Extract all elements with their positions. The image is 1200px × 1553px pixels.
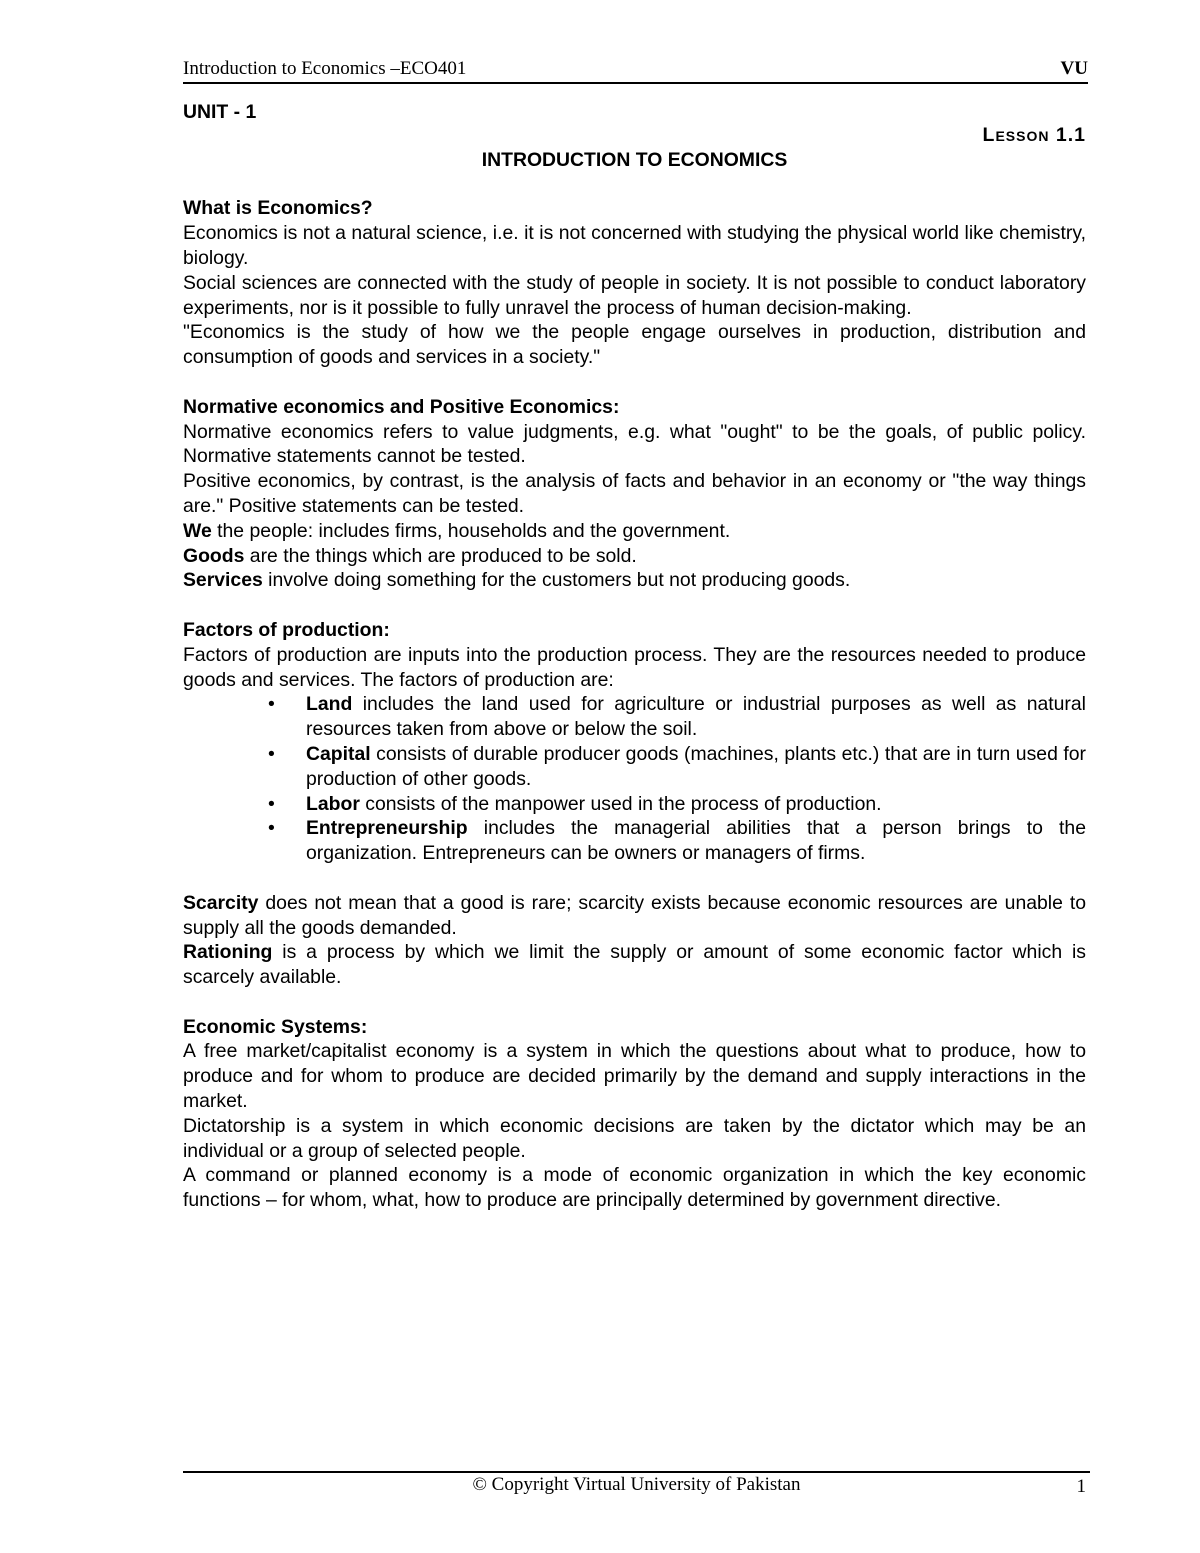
copyright-notice: © Copyright Virtual University of Pakistan [472,1474,801,1495]
definition-text: consists of durable producer goods (machines, plants etc.) that are in turn used for production of other goods. [306,742,1086,790]
paragraph: A command or planned economy is a mode of economic organization in which the key economic functions – for whom, what, how to produce are principally determined by government directive. [183,1164,1086,1212]
lesson-label: Lesson 1.1 [982,123,1086,146]
term: Land [306,693,353,716]
paragraph: Economics is not a natural science, i.e. it is not concerned with studying the physical world like chemistry, biology. [183,222,1086,269]
definition-text: involve doing something for the customers but not producing goods. [262,569,851,592]
term: We [183,519,212,542]
paragraph: Social sciences are connected with the study of people in society. It is not possible to conduct laboratory experiments, nor is it possible to fully unravel the process of human decision-making. [183,271,1086,319]
definition-we [183,519,1086,544]
term: Capital [306,742,371,765]
list-item [268,792,1086,817]
section-heading-factors: Factors of production: [183,618,390,641]
term: Rationing [183,941,273,964]
section-heading-what-is: What is Economics? [183,197,373,220]
section-heading-normative: Normative economics and Positive Economics: [183,395,620,418]
unit-label: UNIT - 1 [183,101,257,123]
bullet-icon: • [268,693,275,716]
list-item [268,816,1086,866]
paragraph: A free market/capitalist economy is a system in which the questions about what to produce, how to produce and for whom to produce are decided primarily by the demand and supply interactions in the market. [183,1040,1086,1113]
list-item [268,742,1086,792]
document-body [183,98,1086,1213]
term: Goods [183,544,245,567]
section-heading-systems: Economic Systems: [183,1015,368,1038]
definition-text: includes the managerial abilities that a person brings to the organization. Entrepreneurs can be owners or managers of firms. [306,817,1086,865]
definition-text: the people: includes firms, households and the government. [211,519,731,542]
definition-text: includes the land used for agriculture or industrial purposes as well as natural resources taken from above or below the soil. [306,693,1086,741]
list-item [268,692,1086,742]
definition-scarcity [183,891,1086,941]
footer-divider [183,1471,1090,1473]
page-footer [183,1474,1090,1500]
paragraph: Dictatorship is a system in which economic decisions are taken by the dictator which may be an individual or a group of selected people. [183,1114,1086,1162]
paragraph: "Economics is the study of how we the people engage ourselves in production, distribution and consumption of goods and services in a society." [183,321,1086,369]
bullet-icon: • [268,792,275,815]
definition-text: are the things which are produced to be sold. [244,544,637,567]
definition-services [183,568,1086,593]
term: Entrepreneurship [306,817,468,840]
bullet-icon: • [268,817,275,840]
page-title: INTRODUCTION TO ECONOMICS [481,148,788,171]
institution-label: VU [1060,58,1088,79]
definition-text: does not mean that a good is rare; scarcity exists because economic resources are unable to supply all the goods demanded. [183,891,1086,939]
factors-list [183,692,1086,866]
paragraph: Positive economics, by contrast, is the analysis of facts and behavior in an economy or "the way things are." Positive statements can be tested. [183,470,1086,517]
paragraph: Normative economics refers to value judgments, e.g. what "ought" to be the goals, of public policy. Normative statements cannot be tested. [183,420,1086,468]
definition-text: consists of the manpower used in the process of production. [359,792,882,815]
term: Labor [306,792,360,815]
definition-goods [183,544,1086,569]
term: Services [183,569,263,592]
course-title: Introduction to Economics –ECO401 [183,58,467,79]
page-number: 1 [1076,1476,1086,1497]
paragraph: Factors of production are inputs into the production process. They are the resources needed to produce goods and services. The factors of production are: [183,643,1086,691]
page-header [183,56,1088,84]
definition-text: is a process by which we limit the supply or amount of some economic factor which is scarcely available. [183,941,1086,989]
term: Scarcity [183,891,259,914]
bullet-icon: • [268,742,275,765]
definition-rationing [183,940,1086,990]
